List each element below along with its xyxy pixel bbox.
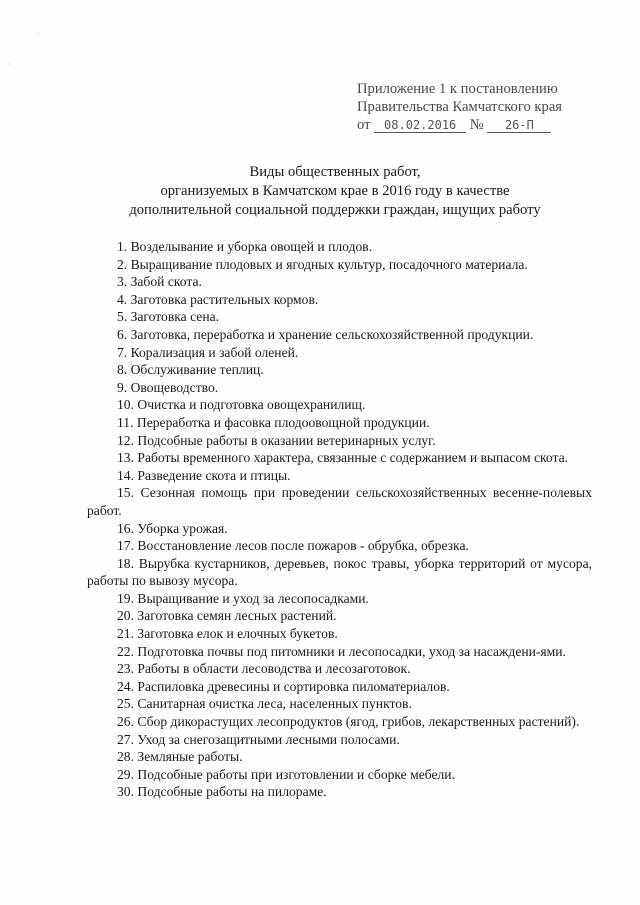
- list-item: 2. Выращивание плодовых и ягодных культур, посадочного материала.: [117, 256, 528, 272]
- public-works-list: [87, 238, 592, 801]
- list-item: 3. Забой скота.: [117, 274, 202, 290]
- title-line-3: дополнительной социальной поддержки граждан, ищущих работу: [129, 202, 541, 218]
- list-item: 24. Распиловка древесины и сортировка пиломатериалов.: [117, 678, 450, 694]
- list-item: 10. Очистка и подготовка овощехранилищ.: [117, 397, 366, 413]
- list-item: 25. Санитарная очистка леса, населенных пунктов.: [117, 696, 412, 712]
- appendix-line-1: Приложение 1 к постановлению: [357, 81, 558, 97]
- scan-speck: ·: [36, 30, 39, 39]
- list-item: 14. Разведение скота и птицы.: [117, 467, 291, 483]
- list-item: 6. Заготовка, переработка и хранение сельскохозяйственной продукции.: [117, 326, 534, 342]
- list-item: 1. Возделывание и уборка овощей и плодов.: [117, 239, 373, 254]
- list-item: 17. Восстановление лесов после пожаров - обрубка, обрезка.: [117, 538, 469, 554]
- title-line-2: организуемых в Камчатском крае в 2016 году в качестве: [160, 183, 510, 199]
- list-item: 28. Земляные работы.: [117, 749, 243, 765]
- resolution-date: 08.02.2016: [374, 118, 466, 133]
- title-line-1: Виды общественных работ,: [249, 164, 421, 180]
- list-item: 12. Подсобные работы в оказании ветеринарных услуг.: [117, 432, 436, 448]
- list-item: 19. Выращивание и уход за лесопосадками.: [117, 590, 369, 606]
- list-item: 18. Вырубка кустарников, деревьев, покос травы, уборка территорий от мусора, работы по вывозу мусора.: [87, 555, 592, 589]
- appendix-line-2: Правительства Камчатского края: [357, 99, 563, 115]
- list-item: 9. Овощеводство.: [117, 379, 219, 395]
- number-label: №: [469, 117, 484, 133]
- list-item: 7. Корализация и забой оленей.: [117, 344, 299, 360]
- list-item: 5. Заготовка сена.: [117, 309, 220, 325]
- scan-speck: ·: [8, 60, 11, 69]
- list-item: 27. Уход за снегозащитными лесными полосами.: [117, 731, 400, 747]
- list-item: 26. Сбор дикорастущих лесопродуктов (ягод, грибов, лекарственных растений).: [117, 714, 580, 730]
- list-item: 30. Подсобные работы на пилораме.: [117, 784, 327, 800]
- document-title: [100, 163, 570, 220]
- resolution-number: 26-П: [487, 118, 551, 133]
- list-item: 11. Переработка и фасовка плодоовощной продукции.: [117, 414, 430, 430]
- list-item: 4. Заготовка растительных кормов.: [117, 291, 319, 307]
- list-item: 21. Заготовка елок и елочных букетов.: [117, 626, 338, 642]
- list-item: 15. Сезонная помощь при проведении сельскохозяйственных весенне-полевых работ.: [87, 485, 592, 518]
- list-item: 8. Обслуживание теплиц.: [117, 362, 264, 378]
- list-item: 23. Работы в области лесоводства и лесозаготовок.: [117, 661, 411, 677]
- from-label: от: [357, 117, 371, 133]
- appendix-line-3: [357, 116, 597, 134]
- list-item: 16. Уборка урожая.: [117, 520, 228, 536]
- list-item: 20. Заготовка семян лесных растений.: [117, 608, 337, 624]
- list-item: 29. Подсобные работы при изготовлении и сборке мебели.: [117, 766, 455, 782]
- appendix-header: [357, 80, 597, 134]
- list-item: 13. Работы временного характера, связанные с содержанием и выпасом скота.: [117, 450, 569, 466]
- list-item: 22. Подготовка почвы под питомники и лесопосадки, уход за насаждени-ями.: [117, 643, 566, 659]
